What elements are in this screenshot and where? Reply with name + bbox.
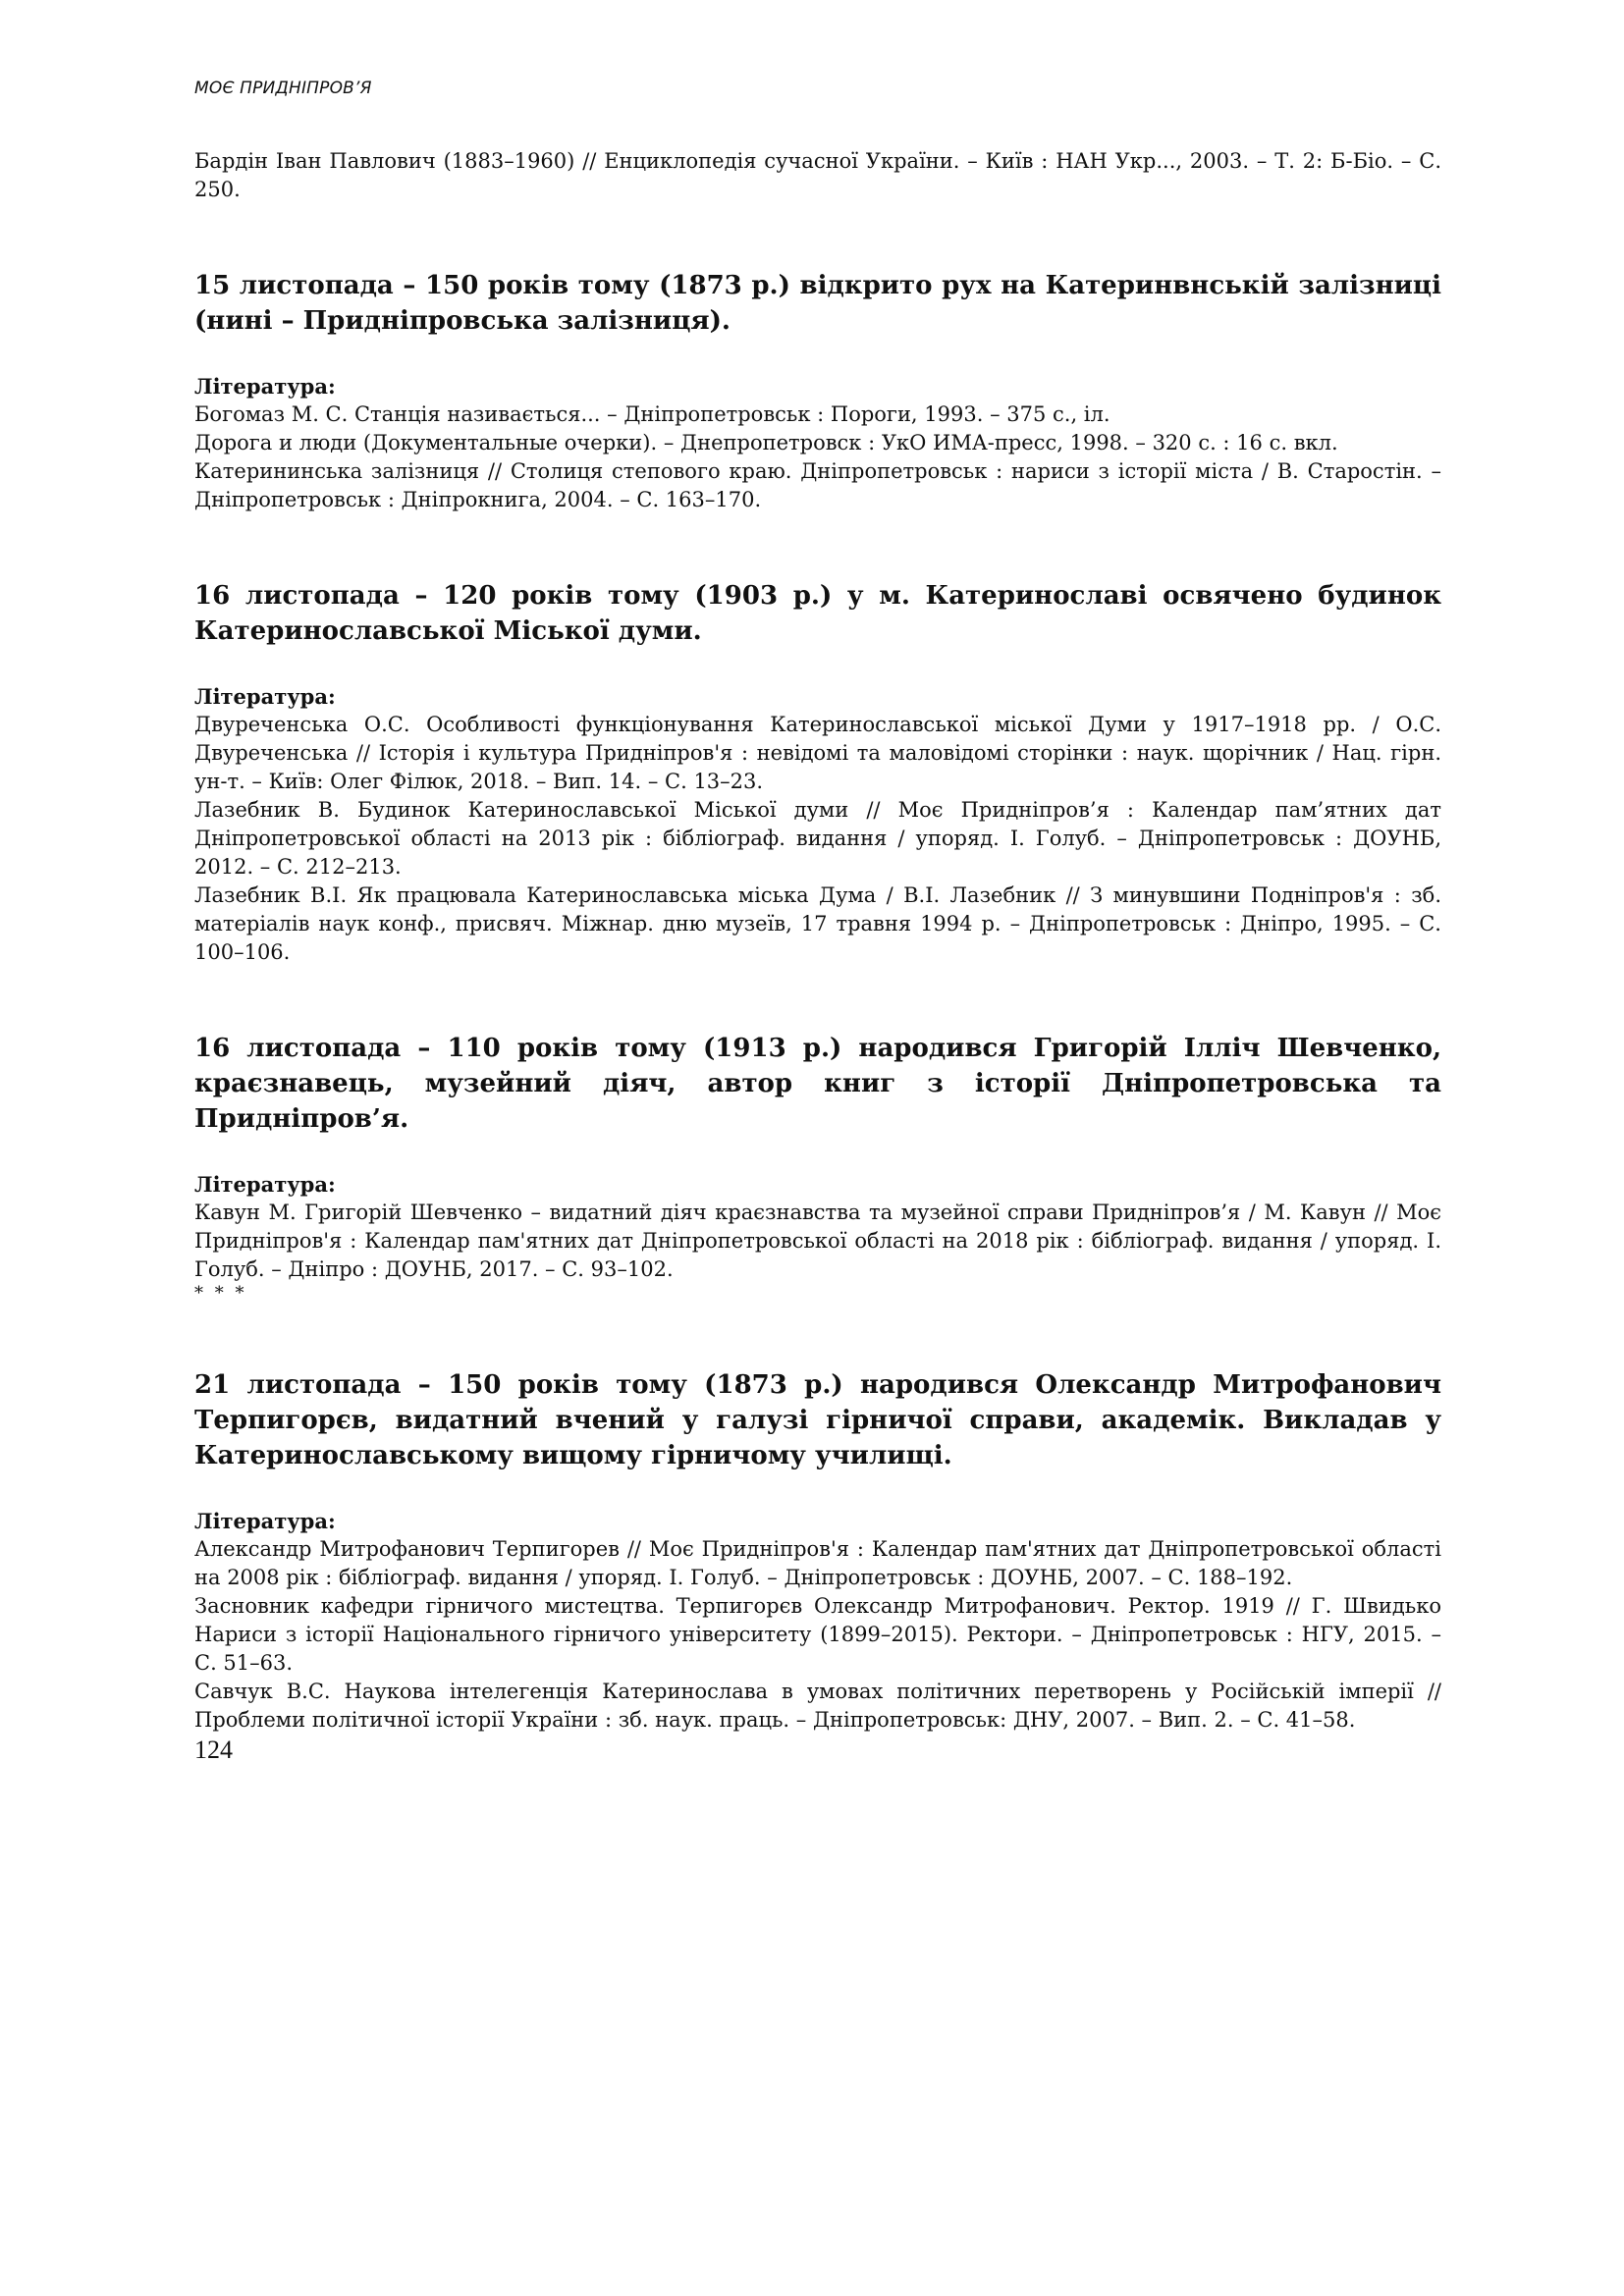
section-4 <box>194 1367 1441 1735</box>
section-title: 21 листопада – 150 років тому (1873 р.) народився Олександр Митрофанович Терпигорєв, видатний вчений у галузі гірничої справи, академік. Викладав у Катеринославському вищому гірничому училищі. <box>194 1370 1441 1470</box>
section-title: 16 листопада – 120 років тому (1903 р.) у м. Катеринославі освячено будинок Катеринославської Міської думи. <box>194 581 1441 646</box>
reference-item: Катерининська залізниця // Столиця степового краю. Дніпропетровськ : нариси з історії міста / В. Старостін. – Дніпропетровськ : Дніпрокнига, 2004. – С. 163–170. <box>194 459 1441 511</box>
reference-item: Александр Митрофанович Терпигорев // Моє Придніпров'я : Календар пам'ятних дат Дніпропетровської області на 2008 рік : бібліограф. видання / упоряд. І. Голуб. – Дніпропетровськ : ДОУНБ, 2007. – С. 188–192. <box>194 1537 1441 1589</box>
literature-heading: Література: <box>194 374 336 399</box>
reference-item: Двуреченська О.С. Особливості функціонування Катеринославської міської Думи у 1917–1918 рр. / О.С. Двуреченська // Історія і культура Придніпров'я : невідомі та маловідомі сторінки : наук. щорічник / Нац. гірн. ун-т. – Київ: Олег Філюк, 2018. – Вип. 14. – С. 13–23. <box>194 713 1441 793</box>
page-number: 124 <box>194 1735 233 1764</box>
section-title: 16 листопада – 110 років тому (1913 р.) народився Григорій Ілліч Шевченко, краєзнавець, музейний діяч, автор книг з історії Дніпропетровська та Придніпров’я. <box>194 1034 1441 1134</box>
page-content <box>194 147 1441 1735</box>
reference-item: Кавун М. Григорій Шевченко – видатний діяч краєзнавства та музейної справи Придніпров’я / М. Кавун // Моє Придніпров'я : Календар пам'ятних дат Дніпропетровської області на 2018 рік : бібліограф. видання / упоряд. І. Голуб. – Дніпро : ДОУНБ, 2017. – С. 93–102. <box>194 1201 1441 1281</box>
section-title: 15 листопада – 150 років тому (1873 р.) відкрито рух на Катеринвнській залізниці (нині – Придніпровська залізниця). <box>194 271 1441 336</box>
section-3 <box>194 1031 1441 1304</box>
reference-item: Богомаз М. С. Станція називається... – Дніпропетровськ : Пороги, 1993. – 375 с., іл. <box>194 402 1110 426</box>
reference-item: Засновник кафедри гірничого мистецтва. Терпигорєв Олександр Митрофанович. Ректор. 1919 // Г. Швидько Нариси з історії Національного гірничого університету (1899–2015). Ректори. – Дніпропетровськ : НГУ, 2015. – С. 51–63. <box>194 1594 1441 1675</box>
literature-heading: Література: <box>194 684 336 709</box>
intro-reference: Бардін Іван Павлович (1883–1960) // Енциклопедія сучасної України. – Київ : НАН Укр..., 2003. – Т. 2: Б-Біо. – С. 250. <box>194 149 1441 201</box>
section-2 <box>194 578 1441 967</box>
reference-item: Лазебник В. Будинок Катеринославської Міської думи // Моє Придніпров’я : Календар пам’ятних дат Дніпропетровської області на 2013 рік : бібліограф. видання / упоряд. І. Голуб. – Дніпропетровськ : ДОУНБ, 2012. – С. 212–213. <box>194 798 1441 879</box>
reference-item: Савчук В.С. Наукова інтелегенція Катеринослава в умовах політичних перетворень у Російській імперії // Проблеми політичної історії України : зб. наук. праць. – Дніпропетровськ: ДНУ, 2007. – Вип. 2. – С. 41–58. <box>194 1680 1441 1732</box>
running-header: МОЄ ПРИДНІПРОВ’Я <box>194 79 372 98</box>
section-1 <box>194 268 1441 514</box>
literature-heading: Література: <box>194 1172 336 1197</box>
reference-item: Лазебник В.І. Як працювала Катеринославська міська Дума / В.І. Лазебник // З минувшини Подніпров'я : зб. матеріалів наук конф., присвяч. Міжнар. дню музеїв, 17 травня 1994 р. – Дніпропетровськ : Дніпро, 1995. – С. 100–106. <box>194 883 1441 964</box>
literature-heading: Література: <box>194 1509 336 1533</box>
reference-item: Дорога и люди (Документальные очерки). – Днепропетровск : УкО ИМА-пресс, 1998. – 320 с. : 16 с. вкл. <box>194 431 1338 454</box>
separator-stars: * * * <box>194 1283 247 1304</box>
